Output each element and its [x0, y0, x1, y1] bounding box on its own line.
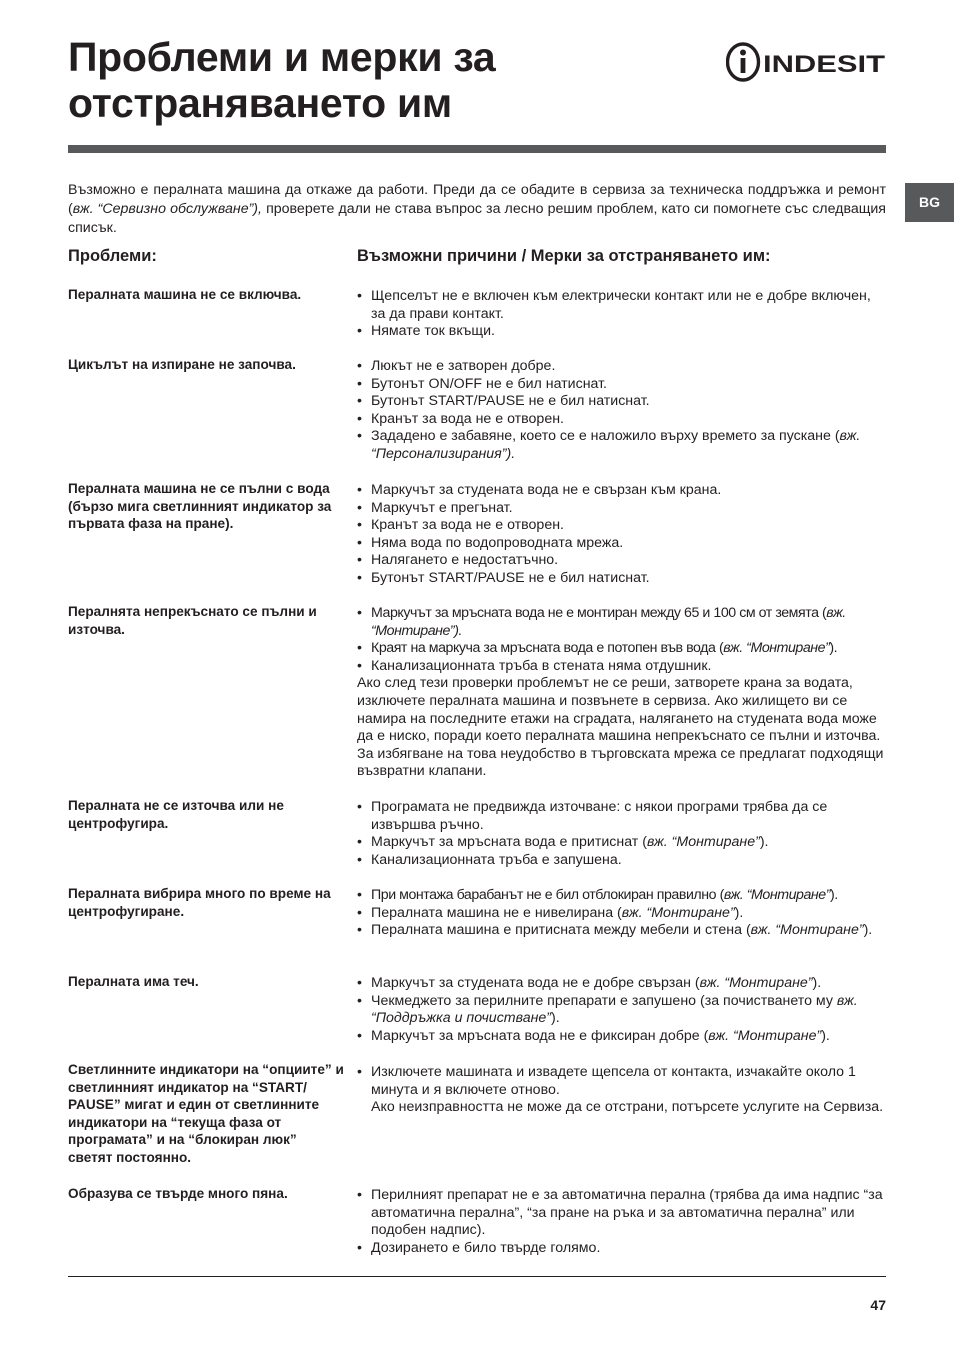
cause-text: Маркучът за студената вода не е свързан към крана. — [371, 482, 722, 498]
section-reference: вж. “Монтиране” — [723, 887, 830, 903]
cause-text: Канализационната тръба в стената няма отдушник. — [371, 657, 712, 674]
cause-text: Перилният препарат не е за автоматична перална (трябва да има надпис “за автоматична перална”, “за пране на ръка и за автоматична перална” или подобен надпис). — [371, 1187, 883, 1239]
section-reference: вж. “Монтиране” — [723, 640, 830, 657]
cause-text: Пералната машина е притисната между мебели и стена ( — [371, 922, 751, 939]
cause-text: Маркучът е прегънат. — [371, 499, 513, 516]
causes-block — [357, 605, 887, 781]
cause-item — [357, 922, 887, 940]
cause-text: Програмата не предвижда източване: с някои програми трябва да се извършва ръчно. — [371, 799, 828, 833]
brand-wordmark: INDESIT — [763, 51, 886, 78]
causes-list — [357, 482, 887, 588]
section-reference: вж. “Персонализирания”). — [371, 428, 861, 462]
cause-item — [357, 887, 887, 905]
cause-item — [357, 393, 887, 411]
cause-item — [357, 1064, 887, 1099]
cause-text: Налягането е недостатъчно. — [371, 552, 559, 569]
cause-item — [357, 852, 887, 870]
cause-text-end: ). — [759, 834, 769, 851]
cause-text: Изключете машината и извадете щепсела от контакта, изчакайте около 1 минута и я включете отново. — [371, 1064, 856, 1098]
cause-item — [357, 517, 887, 535]
problem-label: Пералната машина не се включва. — [68, 287, 302, 302]
logo-dot-icon — [740, 50, 746, 56]
causes-block — [357, 288, 887, 341]
intro-text-end: проверете дали не става въпрос за лесно решим проблем, като си помогнете със следващия списък. — [68, 201, 886, 236]
problem-label: Пералната има теч. — [68, 974, 199, 989]
causes-list — [357, 1064, 887, 1099]
title-rule — [68, 145, 886, 153]
intro-reference: вж. “Сервизно обслужване”), — [72, 201, 262, 217]
causes-block — [357, 482, 887, 588]
cause-text-end: ). — [829, 887, 838, 903]
causes-list — [357, 975, 887, 1045]
intro-paragraph — [68, 181, 886, 238]
cause-text-end: ). — [551, 1010, 560, 1027]
section-reference: вж. “Монтиране” — [621, 904, 735, 921]
section-reference: вж. “Поддръжка и почистване” — [371, 992, 858, 1027]
page-number: 47 — [870, 1297, 886, 1313]
cause-item — [357, 482, 887, 500]
cause-text: Кранът за вода не е отворен. — [371, 410, 564, 427]
cause-text: Чекмеджето за перилните препарати е запушено (за почистването му — [371, 992, 837, 1009]
causes-block — [357, 887, 887, 940]
section-reference: вж. “Монтиране” — [646, 834, 760, 851]
causes-block — [357, 1187, 887, 1257]
cause-text: При монтажа барабанът не е бил отблокиран правилно ( — [371, 887, 724, 903]
cause-text: Краят на маркуча за мръсната вода е потопен във вода ( — [371, 640, 724, 657]
cause-item — [357, 658, 887, 676]
cause-item — [357, 834, 887, 852]
cause-text: Люкът не е затворен добре. — [371, 358, 556, 374]
cause-item — [357, 799, 887, 834]
cause-item — [357, 975, 887, 993]
cause-text: Кранът за вода не е отворен. — [371, 517, 564, 534]
cause-item — [357, 993, 887, 1028]
section-reference: вж. “Монтиране”). — [371, 605, 846, 639]
causes-block — [357, 799, 887, 869]
cause-item — [357, 570, 887, 588]
intro-text: Възможно е пералната машина да откаже да работи. Преди да се обадите в сервиза за техническа поддръжка и ремонт ( — [68, 182, 886, 217]
cause-item — [357, 358, 887, 376]
problem-label: Светлинните индикатори на “опциите” и светлинният индикатор на “START/ PAUSE” мигат и един от светлинните индикатори на “текуща фаза от програмата” и на “блокиран люк” светят постоянно. — [68, 1062, 344, 1165]
footer-rule — [68, 1276, 886, 1277]
causes-list — [357, 1187, 887, 1257]
cause-note: Ако след тези проверки проблемът не се реши, затворете крана за водата, изключете пералната машина и позвънете в сервиза. Ако жилището ви се намира на последните етажи на сградата, налягането на студената вода може да е ниско, поради което пералната машина непрекъснато се пълни и източва. За избягване на това неудобство в търговската мрежа се предлагат подходящи възвратни клапани. — [357, 675, 884, 780]
cause-item — [357, 1240, 887, 1258]
cause-text: Дозирането е било твърде голямо. — [371, 1239, 601, 1256]
problem-label: Цикълът на изпиране не започва. — [68, 357, 296, 372]
cause-text: Бутонът ON/OFF не е бил натиснат. — [371, 375, 607, 392]
cause-item — [357, 605, 887, 640]
section-reference: вж. “Монтиране” — [750, 922, 864, 939]
problem-label: Пералната машина не се пълни с вода (бързо мига светлинният индикатор за първата фаза на пране). — [68, 481, 332, 531]
cause-text: Щепселът не е включен към електрически контакт или не е добре включен, за да прави контакт. — [371, 288, 871, 322]
cause-text: Няма вода по водопроводната мрежа. — [371, 534, 624, 551]
cause-item — [357, 1187, 887, 1240]
cause-text: Маркучът за мръсната вода не е монтиран между 65 и 100 см от земята ( — [371, 605, 827, 621]
cause-text: Маркучът за студената вода не е добре свързан ( — [371, 975, 700, 991]
cause-item — [357, 323, 887, 341]
problem-label: Пералнята непрекъснато се пълни и източва. — [68, 604, 317, 637]
cause-item — [357, 288, 887, 323]
cause-note: Ако неизправността не може да се отстрани, потърсете услугите на Сервиза. — [371, 1099, 884, 1116]
cause-text: Нямате ток вкъщи. — [371, 323, 495, 340]
cause-item — [357, 535, 887, 553]
cause-text-end: ). — [734, 904, 744, 921]
causes-list — [357, 887, 887, 940]
page-title: Проблеми и мерки за отстраняването им — [68, 34, 496, 126]
causes-block — [357, 975, 887, 1045]
causes-header: Възможни причини / Мерки за отстраняването им: — [357, 247, 771, 265]
cause-text: Бутонът START/PAUSE не е бил натиснат. — [371, 569, 650, 586]
cause-item — [357, 552, 887, 570]
causes-block — [357, 1064, 887, 1117]
causes-list — [357, 799, 887, 869]
causes-block — [357, 358, 887, 464]
cause-text-end: ). — [821, 1027, 830, 1044]
cause-text-end: ). — [829, 640, 838, 657]
section-reference: вж. “Монтиране” — [708, 1027, 822, 1044]
problems-header: Проблеми: — [68, 247, 157, 265]
problem-label: Пералната не се източва или не центрофугира. — [68, 798, 284, 831]
cause-text: Бутонът START/PAUSE не е бил натиснат. — [371, 393, 650, 410]
indesit-logo — [726, 41, 886, 83]
cause-item — [357, 1028, 887, 1046]
cause-text: Зададено е забавяне, което се е наложило върху времето за пускане ( — [371, 428, 840, 445]
problem-label: Пералната вибрира много по време на центрофугиране. — [68, 886, 331, 919]
language-tab: BG — [905, 183, 954, 222]
cause-item — [357, 905, 887, 923]
cause-text: Канализационната тръба е запушена. — [371, 851, 622, 868]
problem-label: Образува се твърде много пяна. — [68, 1186, 288, 1201]
section-reference: вж. “Монтиране” — [699, 975, 813, 991]
cause-item — [357, 411, 887, 429]
cause-item — [357, 500, 887, 518]
cause-text-end: ). — [812, 975, 822, 991]
cause-text: Маркучът за мръсната вода е притиснат ( — [371, 834, 647, 851]
cause-text-end: ). — [863, 922, 873, 939]
logo-stem-icon — [741, 58, 746, 73]
causes-list — [357, 288, 887, 341]
cause-item — [357, 376, 887, 394]
cause-item — [357, 640, 887, 658]
cause-item — [357, 428, 887, 463]
causes-list — [357, 358, 887, 464]
cause-text: Маркучът за мръсната вода не е фиксиран добре ( — [371, 1027, 709, 1044]
causes-list — [357, 605, 887, 675]
cause-text: Пералната машина не е нивелирана ( — [371, 904, 622, 921]
